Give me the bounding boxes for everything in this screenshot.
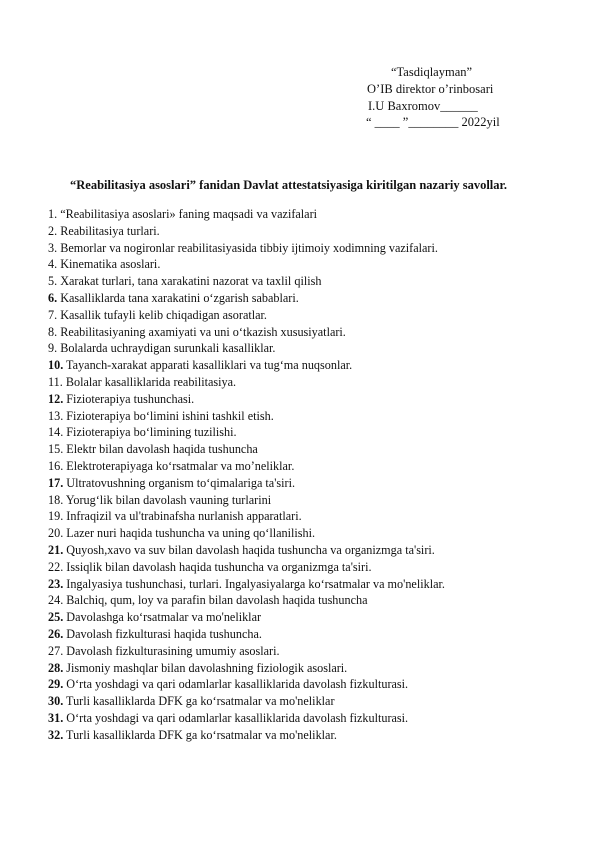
question-text: Kasalliklarda tana xarakatini o‘zgarish sabablari. — [57, 290, 299, 305]
question-number: 3. — [48, 240, 58, 255]
question-item — [48, 408, 588, 425]
question-number: 8. — [48, 324, 58, 339]
question-number: 18. — [48, 492, 64, 507]
question-item — [48, 391, 588, 408]
question-text: Fizioterapiya bo‘limini ishini tashkil etish. — [63, 408, 274, 423]
question-number: 2. — [48, 223, 58, 238]
approval-block — [366, 64, 576, 131]
approval-date: “ ____ ”________ 2022yil — [366, 115, 500, 130]
approval-heading: “Tasdiqlayman” — [391, 65, 473, 79]
question-number: 26. — [48, 626, 64, 641]
question-item — [48, 508, 588, 525]
question-text: Tayanch-xarakat apparati kasalliklari va tug‘ma nuqsonlar. — [63, 358, 353, 373]
question-item — [48, 223, 588, 240]
question-text: Bemorlar va nogironlar reabilitasiyasida tibbiy ijtimoiy xodimning vazifalari. — [57, 240, 438, 255]
question-item — [48, 710, 588, 727]
question-item — [48, 592, 588, 609]
question-number: 9. — [48, 341, 58, 356]
question-item — [48, 374, 588, 391]
question-text: Elektroterapiyaga ko‘rsatmalar va mo’neliklar. — [63, 458, 295, 473]
question-number: 1. — [48, 207, 58, 221]
question-number: 13. — [48, 408, 64, 423]
question-list — [48, 206, 588, 744]
question-text: Reabilitasiyaning axamiyati va uni o‘tkazish xususiyatlari. — [57, 324, 346, 339]
question-text: Fizioterapiya tushunchasi. — [63, 391, 195, 406]
question-number: 23. — [48, 576, 64, 591]
question-text: Ultratovushning organism to‘qimalariga ta'siri. — [63, 475, 296, 490]
question-item — [48, 676, 588, 693]
question-item — [48, 256, 588, 273]
question-number: 11. — [48, 374, 63, 389]
question-text: Jismoniy mashqlar bilan davolashning fiziologik asoslari. — [63, 660, 348, 675]
question-number: 21. — [48, 542, 64, 557]
question-text: O‘rta yoshdagi va qari odamlarlar kasalliklarida davolash fizkulturasi. — [63, 677, 409, 692]
document-title: “Reabilitasiya asoslari” fanidan Davlat attestatsiyasiga kiritilgan nazariy savollar. — [70, 178, 508, 192]
question-item — [48, 576, 588, 593]
question-text: Yorug‘lik bilan davolash vauning turlarini — [63, 492, 272, 507]
question-item — [48, 475, 588, 492]
question-item — [48, 525, 588, 542]
question-text: O‘rta yoshdagi va qari odamlarlar kasalliklarida davolash fizkulturasi. — [63, 710, 409, 725]
question-text: Kasallik tufayli kelib chiqadigan asoratlar. — [57, 307, 267, 322]
question-text: Davolash fizkulturasi haqida tushuncha. — [63, 626, 262, 641]
question-number: 30. — [48, 694, 64, 709]
question-number: 4. — [48, 257, 58, 272]
question-text: Kinematika asoslari. — [57, 257, 161, 272]
question-item — [48, 660, 588, 677]
question-item — [48, 727, 588, 744]
question-text: Ingalyasiya tushunchasi, turlari. Ingalyasiyalarga ko‘rsatmalar va mo'neliklar. — [63, 576, 445, 591]
question-number: 32. — [48, 727, 64, 742]
question-item — [48, 424, 588, 441]
question-text: Issiqlik bilan davolash haqida tushuncha va organizmga ta'siri. — [63, 559, 372, 574]
question-number: 7. — [48, 307, 58, 322]
question-text: Reabilitasiya turlari. — [57, 223, 160, 238]
question-text: Davolashga ko‘rsatmalar va mo'neliklar — [63, 610, 262, 625]
question-item — [48, 240, 588, 257]
question-item — [48, 559, 588, 576]
question-number: 28. — [48, 660, 64, 675]
question-item — [48, 492, 588, 509]
question-item — [48, 542, 588, 559]
question-item — [48, 441, 588, 458]
question-text: Balchiq, qum, loy va parafin bilan davolash haqida tushuncha — [63, 593, 368, 608]
question-text: Quyosh,xavo va suv bilan davolash haqida tushuncha va organizmga ta'siri. — [63, 542, 435, 557]
question-text: Fizioterapiya bo‘limining tuzilishi. — [63, 425, 237, 440]
question-number: 24. — [48, 593, 64, 608]
question-number: 10. — [48, 358, 64, 373]
question-number: 6. — [48, 290, 58, 305]
question-number: 12. — [48, 391, 64, 406]
question-number: 17. — [48, 475, 64, 490]
approval-position: O’IB direktor o’rinbosari — [367, 81, 494, 96]
question-item — [48, 626, 588, 643]
question-text: “Reabilitasiya asoslari» faning maqsadi va vazifalari — [57, 207, 318, 221]
question-item — [48, 458, 588, 475]
question-number: 29. — [48, 677, 64, 692]
question-text: Bolalar kasalliklarida reabilitasiya. — [62, 374, 237, 389]
question-item — [48, 609, 588, 626]
question-number: 19. — [48, 509, 64, 524]
question-number: 27. — [48, 643, 64, 658]
question-text: Davolash fizkulturasining umumiy asoslari. — [63, 643, 280, 658]
question-item — [48, 643, 588, 660]
approval-signatory: I.U Baxromov______ — [368, 98, 478, 113]
question-item — [48, 273, 588, 290]
question-text: Lazer nuri haqida tushuncha va uning qo‘llanilishi. — [63, 526, 316, 541]
question-number: 14. — [48, 425, 64, 440]
question-number: 20. — [48, 526, 64, 541]
question-item — [48, 340, 588, 357]
question-number: 5. — [48, 274, 58, 289]
question-text: Turli kasalliklarda DFK ga ko‘rsatmalar va mo'neliklar — [63, 694, 335, 709]
question-number: 16. — [48, 458, 64, 473]
question-number: 31. — [48, 710, 64, 725]
question-number: 25. — [48, 610, 64, 625]
question-text: Turli kasalliklarda DFK ga ko‘rsatmalar va mo'neliklar. — [63, 727, 337, 742]
question-text: Infraqizil va ul'trabinafsha nurlanish apparatlari. — [63, 509, 302, 524]
question-number: 22. — [48, 559, 64, 574]
question-item — [48, 357, 588, 374]
question-item — [48, 307, 588, 324]
question-text: Xarakat turlari, tana xarakatini nazorat va taxlil qilish — [57, 274, 322, 289]
question-number: 15. — [48, 442, 64, 457]
question-text: Elektr bilan davolash haqida tushuncha — [63, 442, 258, 457]
question-item — [48, 206, 588, 223]
question-item — [48, 324, 588, 341]
question-text: Bolalarda uchraydigan surunkali kasalliklar. — [57, 341, 276, 356]
question-item — [48, 290, 588, 307]
question-item — [48, 693, 588, 710]
